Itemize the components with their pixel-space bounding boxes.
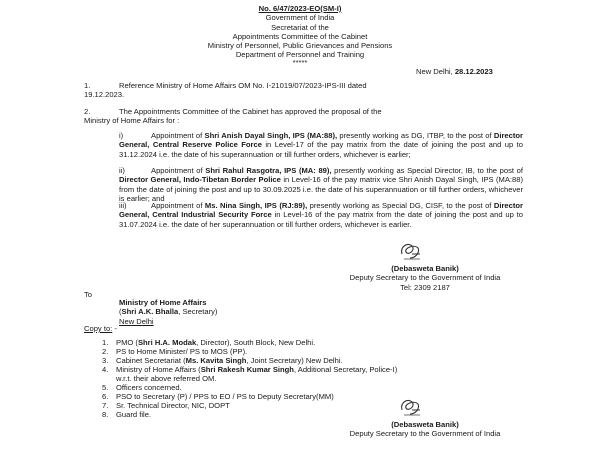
- item-text-part: in Level-16 of the pay matrix vice Shri Anish Dayal Singh, IPS (MA:88) from the date of joining the post and up to 30.09.2025 i.e. the date of his superannuation or till further orders, whichever is earlier; and: [119, 175, 523, 203]
- appointee-name: Shri Rahul Rasgotra, IPS (MA: 89),: [205, 166, 332, 175]
- copy-to-item: [102, 383, 397, 392]
- addressee-officer: [119, 307, 217, 316]
- copy-to-heading: [84, 324, 117, 333]
- item-text: Sr. Technical Director, NIC, DOPT: [116, 401, 230, 410]
- item-text-part: Appointment of: [151, 201, 205, 210]
- signature-block-2: [330, 420, 520, 439]
- item-text: PS to Home Minister/ PS to MOS (PP).: [116, 347, 248, 356]
- item-text: PSO to Secretary (P) / PPS to EO / PS to Deputy Secretary(MM): [116, 392, 334, 401]
- para-1-line-2: 19.12.2023.: [84, 90, 125, 99]
- copy-to-item: [102, 338, 397, 347]
- addressee-officer-name: Shri A.K. Bhalla: [121, 307, 179, 317]
- signatory-telephone: Tel: 2309 2187: [400, 282, 450, 292]
- copy-to-item: [102, 392, 397, 401]
- item-text-part: Appointment of: [151, 166, 206, 175]
- appointed-post: Director General, Central Industrial Security Force: [119, 201, 523, 220]
- header-line-2: Secretariat of the: [271, 22, 329, 32]
- item-number: 6.: [102, 392, 109, 401]
- header-line-5: Department of Personnel and Training: [235, 50, 365, 60]
- item-text: , Director), South Block, New Delhi.: [196, 338, 316, 347]
- date-value: 28.12.2023: [454, 67, 493, 76]
- para-1-line-1: Reference Ministry of Home Affairs OM No. I-21019/07/2023-IPS-III dated: [119, 81, 367, 90]
- addressee-text-part: , Secretary): [178, 307, 218, 317]
- header-line-1: Government of India: [265, 13, 335, 23]
- item-number: 3.: [102, 356, 109, 365]
- item-officer: Ms. Kavita Singh: [185, 356, 247, 365]
- letter-header: [150, 4, 450, 66]
- signature-image: [398, 240, 424, 262]
- item-number: 8.: [102, 410, 109, 419]
- item-text-part: Appointment of: [151, 131, 205, 140]
- addressee-block: [119, 298, 217, 326]
- copy-to-item: [102, 365, 397, 374]
- copy-to-list: [102, 338, 397, 419]
- appointee-name: Shri Anish Dayal Singh, IPS (MA:88),: [204, 131, 338, 140]
- item-text: Guard file.: [116, 410, 152, 419]
- appointed-post: Director General, Central Reserve Police Force: [119, 131, 523, 150]
- item-i-number: i): [119, 131, 124, 140]
- item-text-part: presently working as DG, ITBP, to the post of: [337, 131, 494, 140]
- item-text: PMO (: [116, 338, 138, 347]
- signature-image: [398, 396, 424, 418]
- issue-date: [416, 67, 493, 76]
- signature-block-1: [330, 264, 520, 292]
- copy-to-item: [102, 356, 397, 365]
- item-number: 7.: [102, 401, 109, 410]
- item-text-part: in Level-16 of the pay matrix from the date of joining the post and up to 31.07.2024 i.e. the date of her superannuation or till further orders, whichever is earlier.: [119, 210, 523, 229]
- item-number: 2.: [102, 347, 109, 356]
- to-label: To: [84, 290, 93, 299]
- item-text: w.r.t. their above referred OM.: [116, 374, 217, 383]
- header-line-4: Ministry of Personnel, Public Grievances and Pensions: [207, 41, 393, 51]
- item-text-part: presently working as Special Director, IB, to the post of: [331, 166, 523, 175]
- item-officer: Shri H.A. Modak: [137, 338, 197, 347]
- item-ii-number: ii): [119, 166, 125, 175]
- copy-to-item: [102, 401, 397, 410]
- appointed-post: Director General, Indo-Tibetan Border Police: [119, 175, 281, 185]
- para-2-line-2: Ministry of Home Affairs for :: [84, 116, 180, 125]
- item-text: , Additional Secretary, Police-I): [293, 365, 398, 374]
- signatory-name: (Debasweta Banik): [391, 420, 459, 429]
- para-1-number: 1.: [84, 81, 91, 90]
- addressee-ministry: Ministry of Home Affairs: [119, 298, 207, 307]
- item-text: Cabinet Secretariat (: [116, 356, 186, 365]
- item-number: 1.: [102, 338, 109, 347]
- copy-to-item: [102, 347, 397, 356]
- item-text: , Joint Secretary) New Delhi.: [246, 356, 343, 365]
- para-2-line-1: The Appointments Committee of the Cabinet has approved the proposal of the: [119, 107, 382, 116]
- item-text: Officers concerned.: [116, 383, 182, 392]
- date-place: New Delhi,: [416, 67, 455, 76]
- item-iii-text: [119, 201, 523, 229]
- copy-to-item-continued: [102, 374, 397, 383]
- addressee-text-part: (: [119, 307, 122, 317]
- addressee-city: New Delhi: [119, 316, 154, 326]
- signatory-name: (Debasweta Banik): [391, 264, 459, 273]
- signatory-designation: Deputy Secretary to the Government of India: [349, 273, 501, 283]
- signatory-designation: Deputy Secretary to the Government of India: [349, 429, 501, 439]
- item-number: 4.: [102, 365, 109, 374]
- copy-to-dash: -: [112, 324, 117, 333]
- appointee-name: Ms. Nina Singh, IPS (RJ:89),: [204, 201, 308, 210]
- item-iii-number: iii): [119, 201, 127, 210]
- header-stars: *****: [292, 57, 308, 67]
- item-text-part: presently working as Special DG, CISF, to the post of: [307, 201, 494, 210]
- item-number: 5.: [102, 383, 109, 392]
- item-i-text: [119, 131, 523, 159]
- header-line-3: Appointments Committee of the Cabinet: [232, 31, 368, 41]
- copy-to-label: Copy to:: [84, 324, 113, 333]
- copy-to-item: [102, 410, 397, 419]
- item-ii-text: [119, 166, 523, 203]
- item-officer: Shri Rakesh Kumar Singh: [200, 365, 294, 374]
- item-text: Ministry of Home Affairs (: [116, 365, 201, 374]
- para-2-number: 2.: [84, 107, 91, 116]
- order-number: No. 6/47/2023-EO(SM-I): [258, 4, 342, 13]
- item-text-part: in Level-17 of the pay matrix from the date of joining the post and up to 31.12.2024 i.e. the date of his superannuation or till further orders, whichever is earlier;: [119, 140, 523, 159]
